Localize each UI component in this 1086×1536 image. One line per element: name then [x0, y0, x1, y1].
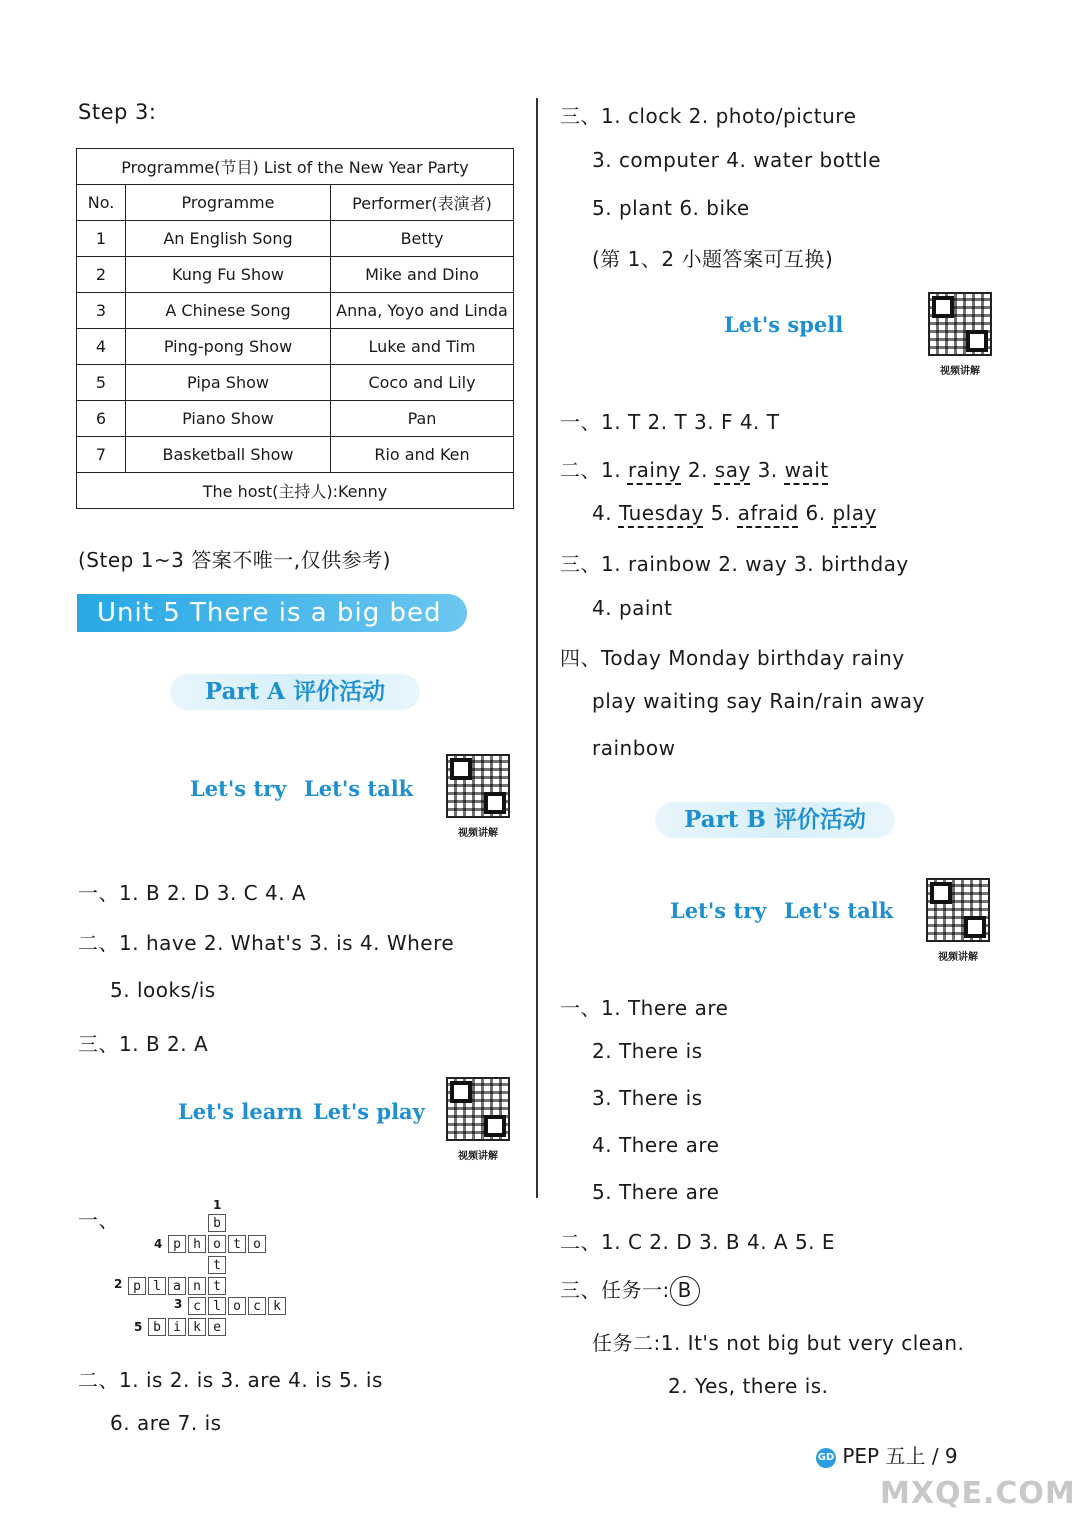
cell: Piano Show [126, 401, 331, 437]
answer-line: 一、1. T 2. T 3. F 4. T [560, 410, 780, 434]
cell: A Chinese Song [126, 293, 331, 329]
qr-caption: 视频讲解 [940, 366, 980, 377]
cell: Betty [331, 221, 514, 257]
cell: An English Song [126, 221, 331, 257]
answer-line: 一、1. There are [560, 996, 729, 1020]
crossword-cell: k [188, 1318, 206, 1336]
page-footer [816, 1440, 958, 1469]
crossword-cell: i [168, 1318, 186, 1336]
text: 三、任务一: [560, 1278, 670, 1302]
unit-banner: Unit 5 There is a big bed [77, 594, 467, 632]
qr-code-icon[interactable] [928, 292, 992, 356]
answer-line: 二、1. have 2. What's 3. is 4. Where [78, 931, 455, 955]
cell: Ping-pong Show [126, 329, 331, 365]
qr-caption: 视频讲解 [938, 952, 978, 963]
word: wait [784, 458, 829, 482]
column-divider [536, 98, 538, 1198]
clue-number: 2 [114, 1277, 123, 1291]
part-b-heading: Part B 评价活动 [655, 802, 895, 838]
section-lets-spell: Let's spell [724, 312, 844, 337]
word: rainy [627, 458, 681, 482]
table-row [77, 329, 514, 365]
cell: Rio and Ken [331, 437, 514, 473]
qr-caption: 视频讲解 [458, 1151, 498, 1162]
table-title: Programme(节目) List of the New Year Party [77, 149, 514, 185]
answer-line: play waiting say Rain/rain away [592, 689, 925, 713]
cell: 7 [77, 437, 126, 473]
qr-caption: 视频讲解 [458, 828, 498, 839]
crossword-cell: p [168, 1235, 186, 1253]
answer-line: 二、1. is 2. is 3. are 4. is 5. is [78, 1368, 383, 1392]
section-lets-learn: Let's learn [178, 1099, 303, 1124]
crossword-cell: t [208, 1277, 226, 1295]
answer-line: 一、1. B 2. D 3. C 4. A [78, 881, 307, 905]
answer-line: 任务二:1. It's not big but very clean. [592, 1331, 965, 1355]
crossword-cell: c [188, 1297, 206, 1315]
answer-line [560, 454, 829, 483]
answer-label: 一、 [78, 1208, 119, 1232]
crossword-cell: h [188, 1235, 206, 1253]
gd-badge-icon: GD [816, 1448, 836, 1468]
answer-line: 三、1. clock 2. photo/picture [560, 104, 857, 128]
table-row [77, 221, 514, 257]
answer-line: rainbow [592, 736, 676, 760]
cell: Basketball Show [126, 437, 331, 473]
header-performer: Performer(表演者) [331, 185, 514, 221]
crossword-cell: b [148, 1318, 166, 1336]
crossword-cell: k [268, 1297, 286, 1315]
text: 二、1. [560, 458, 628, 482]
answer-line: 三、1. rainbow 2. way 3. birthday [560, 552, 909, 576]
clue-number: 3 [174, 1297, 183, 1311]
text: 4. [592, 501, 619, 525]
answer-line [560, 1274, 700, 1306]
answer-line: 3. There is [592, 1086, 703, 1110]
answer-line [592, 501, 877, 525]
watermark: MXQE.COM [880, 1476, 1076, 1511]
cell: Pan [331, 401, 514, 437]
section-lets-try: Let's try [190, 776, 287, 801]
cell: 2 [77, 257, 126, 293]
table-header-row [77, 185, 514, 221]
section-lets-try: Let's try [670, 898, 767, 923]
answer-line: 5. plant 6. bike [592, 196, 750, 220]
cell: 1 [77, 221, 126, 257]
word: Tuesday [618, 501, 704, 525]
answer-line: 6. are 7. is [110, 1411, 222, 1435]
table-row [77, 401, 514, 437]
text: 3. [750, 458, 785, 482]
cell: 6 [77, 401, 126, 437]
answer-line: 二、1. C 2. D 3. B 4. A 5. E [560, 1230, 836, 1254]
header-no: No. [77, 185, 126, 221]
footer-text: PEP 五上 / 9 [842, 1444, 958, 1468]
crossword-cell: a [168, 1277, 186, 1295]
text: 5. [703, 501, 738, 525]
word: afraid [737, 501, 799, 525]
crossword-cell: e [208, 1318, 226, 1336]
section-lets-play: Let's play [313, 1099, 425, 1124]
cell: Kung Fu Show [126, 257, 331, 293]
table-row [77, 257, 514, 293]
cell: Luke and Tim [331, 329, 514, 365]
clue-number: 1 [213, 1198, 222, 1212]
word: play [832, 501, 877, 525]
cell: Anna, Yoyo and Linda [331, 293, 514, 329]
answer-note: (第 1、2 小题答案可互换) [592, 247, 834, 271]
section-lets-talk: Let's talk [784, 898, 894, 923]
crossword-cell: c [248, 1297, 266, 1315]
step-note: (Step 1~3 答案不唯一,仅供参考) [78, 548, 391, 572]
crossword-cell: t [228, 1235, 246, 1253]
cell: Mike and Dino [331, 257, 514, 293]
qr-code-icon[interactable] [446, 1077, 510, 1141]
crossword-cell: l [148, 1277, 166, 1295]
crossword-cell: o [228, 1297, 246, 1315]
crossword-cell: l [208, 1297, 226, 1315]
answer-line: 四、Today Monday birthday rainy [560, 646, 905, 670]
cell: Pipa Show [126, 365, 331, 401]
answer-line: 3. computer 4. water bottle [592, 148, 882, 172]
answer-line: 4. paint [592, 596, 673, 620]
text: 6. [798, 501, 833, 525]
qr-code-icon[interactable] [926, 878, 990, 942]
table-row [77, 437, 514, 473]
cell: 4 [77, 329, 126, 365]
word: say [714, 458, 751, 482]
table-row [77, 365, 514, 401]
text: 2. [681, 458, 715, 482]
step3-label: Step 3: [78, 100, 157, 124]
answer-line: 5. looks/is [110, 978, 216, 1002]
answer-line: 2. Yes, there is. [668, 1374, 829, 1398]
clue-number: 5 [134, 1320, 143, 1334]
table-host: The host(主持人):Kenny [77, 473, 514, 509]
crossword-cell: n [188, 1277, 206, 1295]
clue-number: 4 [154, 1237, 163, 1251]
circled-answer: B [670, 1276, 700, 1306]
cell: 3 [77, 293, 126, 329]
crossword-cell: o [208, 1235, 226, 1253]
answer-line: 2. There is [592, 1039, 703, 1063]
crossword-cell: t [208, 1256, 226, 1274]
part-a-heading: Part A 评价活动 [170, 674, 420, 710]
crossword-cell: p [128, 1277, 146, 1295]
section-lets-talk: Let's talk [304, 776, 414, 801]
cell: 5 [77, 365, 126, 401]
programme-table [76, 148, 514, 509]
table-row [77, 293, 514, 329]
answer-line: 4. There are [592, 1133, 720, 1157]
qr-code-icon[interactable] [446, 754, 510, 818]
crossword-cell: b [208, 1214, 226, 1232]
crossword-cell: o [248, 1235, 266, 1253]
cell: Coco and Lily [331, 365, 514, 401]
answer-line: 三、1. B 2. A [78, 1032, 209, 1056]
header-programme: Programme [126, 185, 331, 221]
answer-line: 5. There are [592, 1180, 720, 1204]
